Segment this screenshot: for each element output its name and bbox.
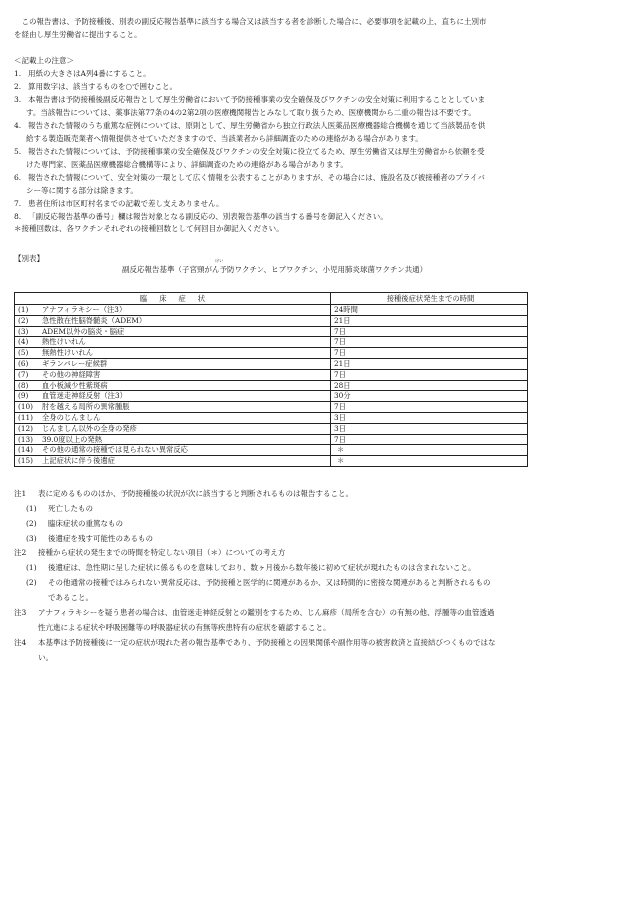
item-text: 後遺症を残す可能性のあるもの bbox=[48, 534, 153, 543]
note-label: 1. bbox=[14, 69, 22, 78]
footnote-label: 注2 bbox=[14, 548, 27, 557]
row-number: (13) bbox=[18, 434, 33, 444]
notes-heading: ＜記載上の注意＞ bbox=[14, 56, 74, 65]
title-ruby: けい bbox=[215, 258, 224, 263]
onset-time-cell: 7日 bbox=[331, 434, 528, 445]
annex-label: 【別表】 bbox=[14, 254, 44, 263]
row-number: (6) bbox=[18, 358, 29, 368]
intro-line-2: を経由し厚生労働省に提出すること。 bbox=[14, 30, 142, 39]
table-row bbox=[15, 380, 528, 391]
symptom-text: 無熱性けいれん bbox=[42, 348, 94, 358]
onset-time-cell: 24時間 bbox=[331, 305, 528, 316]
table-row bbox=[15, 391, 528, 402]
onset-time-cell: ＊ bbox=[331, 445, 528, 456]
note-text: 「副反応報告基準の番号」欄は報告対象となる副反応の、別表報告基準の該当する番号を御記入ください。 bbox=[28, 212, 388, 221]
symptom-text: 熱性けいれん bbox=[42, 337, 86, 347]
onset-time-cell: 7日 bbox=[331, 402, 528, 413]
table-header-row bbox=[15, 293, 528, 305]
row-number: (3) bbox=[18, 326, 29, 336]
symptom-text: ギランバレー症候群 bbox=[42, 358, 108, 368]
row-number: (2) bbox=[18, 315, 29, 325]
footnote-text: 表に定めるもののほか、予防接種後の状況が次に該当すると判断されるものは報告すること。 bbox=[38, 489, 353, 498]
note-item-5-cont: けた専門家、医薬品医療機器総合機構等により、詳細調査のための連絡がある場合があります。 bbox=[26, 160, 348, 169]
table-row bbox=[15, 348, 528, 359]
table-row bbox=[15, 326, 528, 337]
symptom-cell bbox=[15, 402, 331, 413]
table-row bbox=[15, 305, 528, 316]
row-number: (1) bbox=[18, 305, 29, 314]
footnote-text: 接種から症状の発生までの時間を特定しない項目（＊）についての考え方 bbox=[38, 548, 286, 557]
item-num: (2) bbox=[26, 578, 37, 587]
symptom-cell bbox=[15, 391, 331, 402]
note-text: 報告された情報について、安全対策の一環として広く情報を公表することがありますが、その場合には、施設名及び被接種者のプライバ bbox=[28, 173, 485, 182]
symptom-cell bbox=[15, 305, 331, 316]
item-text: 後遺症は、急性期に呈した症状に係るものを意味しており、数ヶ月後から数年後に初めて症状が現れたものは含まれないこと。 bbox=[48, 563, 476, 572]
row-number: (12) bbox=[18, 423, 33, 433]
footnote-label: 注3 bbox=[14, 608, 27, 617]
onset-time-cell: 7日 bbox=[331, 337, 528, 348]
symptom-cell bbox=[15, 412, 331, 423]
item-text: その他通常の接種ではみられない異常反応は、予防接種と医学的に関連があるか、又は時間的に密接な関連があると判断されるもの bbox=[48, 578, 491, 587]
table-row bbox=[15, 434, 528, 445]
footnote-text: アナフィラキシーを疑う患者の場合は、血管迷走神経反射との鑑別をするため、じん麻疹（局所を含む）の有無の他、浮腫等の血管透過 bbox=[38, 608, 495, 617]
symptom-cell bbox=[15, 337, 331, 348]
note-item-4-cont: 給する製造販売業者へ情報提供させていただきますので、当該業者から詳細調査のための連絡がある場合があります。 bbox=[26, 134, 423, 143]
star-note: ＊接種回数は、各ワクチンそれぞれの接種回数として何回目か御記入ください。 bbox=[14, 224, 284, 233]
symptom-cell bbox=[15, 326, 331, 337]
note-label: 6. bbox=[14, 173, 22, 182]
symptom-cell bbox=[15, 380, 331, 391]
note-text: 算用数字は、該当するものを○で囲むこと。 bbox=[28, 82, 178, 91]
note-label: 7. bbox=[14, 199, 22, 208]
onset-time-cell: 21日 bbox=[331, 315, 528, 326]
symptom-cell bbox=[15, 358, 331, 369]
onset-time-cell: 21日 bbox=[331, 358, 528, 369]
onset-time-cell: ＊ bbox=[331, 456, 528, 467]
item-num: (1) bbox=[26, 563, 37, 572]
row-number: (10) bbox=[18, 402, 33, 412]
table-row bbox=[15, 315, 528, 326]
onset-time-cell: 7日 bbox=[331, 326, 528, 337]
footnote-2-item-2-cont: であること。 bbox=[48, 593, 93, 602]
symptom-text: 39.0度以上の発熱 bbox=[42, 434, 103, 444]
symptom-cell bbox=[15, 456, 331, 467]
symptom-cell bbox=[15, 445, 331, 456]
item-num: (2) bbox=[26, 519, 37, 528]
symptom-text: ADEM以外の脳炎・脳症 bbox=[42, 326, 125, 336]
note-text: 患者住所は市区町村名までの記載で差し支えありません。 bbox=[28, 199, 224, 208]
symptom-text: 全身のじんましん bbox=[42, 412, 101, 422]
item-text: 死亡したもの bbox=[48, 504, 93, 513]
symptom-cell bbox=[15, 348, 331, 359]
onset-time-cell: 3日 bbox=[331, 423, 528, 434]
col-header-time: 接種後症状発生までの時間 bbox=[331, 293, 528, 305]
row-number: (15) bbox=[18, 456, 33, 466]
table-row bbox=[15, 358, 528, 369]
symptom-text: その他の神経障害 bbox=[42, 369, 101, 379]
onset-time-cell: 30分 bbox=[331, 391, 528, 402]
onset-time-cell: 7日 bbox=[331, 348, 528, 359]
symptom-text: 上記症状に伴う後遺症 bbox=[42, 456, 115, 466]
table-row bbox=[15, 456, 528, 467]
footnote-text: 本基準は予防接種後に一定の症状が現れた者の報告基準であり、予防接種との因果関係や副作用等の被害救済と直接結びつくものではな bbox=[38, 638, 496, 647]
table-row bbox=[15, 369, 528, 380]
footnote-3-cont: 性亢進による症状や呼吸困難等の呼吸器症状の有無等疾患特有の症状を確認すること。 bbox=[38, 623, 331, 632]
item-num: (3) bbox=[26, 534, 37, 543]
row-number: (8) bbox=[18, 380, 29, 390]
symptom-text: 急性散在性脳脊髄炎（ADEM） bbox=[42, 315, 147, 325]
note-text: 報告された情報のうち重篤な症例については、原則として、厚生労働省から独立行政法人医薬品医療機器総合機構を通じて当該製品を供 bbox=[28, 121, 486, 130]
note-item-6-cont: シー等に関する部分は除きます。 bbox=[26, 186, 138, 195]
table-row bbox=[15, 445, 528, 456]
row-number: (9) bbox=[18, 391, 29, 401]
symptom-cell bbox=[15, 369, 331, 380]
note-text: 用紙の大きさはA列4番にすること。 bbox=[28, 69, 151, 78]
symptom-text: 血小板減少性紫斑病 bbox=[42, 380, 108, 390]
table-row bbox=[15, 402, 528, 413]
note-label: 4. bbox=[14, 121, 22, 130]
table-row bbox=[15, 423, 528, 434]
table-title: 副反応報告基準（子宮頸がん予防ワクチン、ヒブワクチン、小児用肺炎球菌ワクチン共通） bbox=[122, 265, 428, 274]
note-text: 本報告書は予防接種後副反応報告として厚生労働省において予防接種事業の安全確保及びワクチンの安全対策に利用することとしていま bbox=[28, 95, 486, 104]
col-header-symptom: 臨床症状 bbox=[15, 293, 331, 305]
row-number: (7) bbox=[18, 369, 29, 379]
footnote-4-cont: い。 bbox=[38, 653, 53, 662]
symptom-cell bbox=[15, 434, 331, 445]
symptom-text: アナフィラキシー（注3） bbox=[42, 305, 127, 314]
symptom-text: その他の通常の接種では見られない異常反応 bbox=[42, 445, 188, 455]
row-number: (5) bbox=[18, 348, 29, 358]
footnote-label: 注1 bbox=[14, 489, 27, 498]
note-label: 8. bbox=[14, 212, 22, 221]
intro-line-1: この報告書は、予防接種後、別表の副反応報告基準に該当する場合又は該当する者を診断した場合に、必要事項を記載の上、直ちに土別市 bbox=[14, 17, 487, 26]
table-row bbox=[15, 412, 528, 423]
onset-time-cell: 7日 bbox=[331, 369, 528, 380]
item-num: (1) bbox=[26, 504, 37, 513]
symptom-cell bbox=[15, 423, 331, 434]
note-label: 3. bbox=[14, 95, 22, 104]
symptom-text: 肘を越える局所の異常腫脹 bbox=[42, 402, 130, 412]
note-text: 報告された情報については、予防接種事業の安全確保及びワクチンの安全対策に役立てるため、厚生労働省又は厚生労働省から依頼を受 bbox=[28, 147, 485, 156]
onset-time-cell: 3日 bbox=[331, 412, 528, 423]
onset-time-cell: 28日 bbox=[331, 380, 528, 391]
note-item-3-cont: す。当該報告については、薬事法第77条の4の2第2項の医療機関報告とみなして取り扱うため、医療機関から二重の報告は不要です。 bbox=[26, 108, 476, 117]
symptom-text: 血管迷走神経反射（注3） bbox=[42, 391, 127, 401]
note-label: 2. bbox=[14, 82, 22, 91]
symptom-cell bbox=[15, 315, 331, 326]
table-row bbox=[15, 337, 528, 348]
footnote-label: 注4 bbox=[14, 638, 27, 647]
row-number: (11) bbox=[18, 412, 33, 422]
symptom-text: じんましん以外の全身の発疹 bbox=[42, 423, 137, 433]
row-number: (14) bbox=[18, 445, 33, 455]
criteria-table bbox=[14, 292, 528, 467]
item-text: 臨床症状の重篤なもの bbox=[48, 519, 123, 528]
note-label: 5. bbox=[14, 147, 22, 156]
row-number: (4) bbox=[18, 337, 29, 347]
